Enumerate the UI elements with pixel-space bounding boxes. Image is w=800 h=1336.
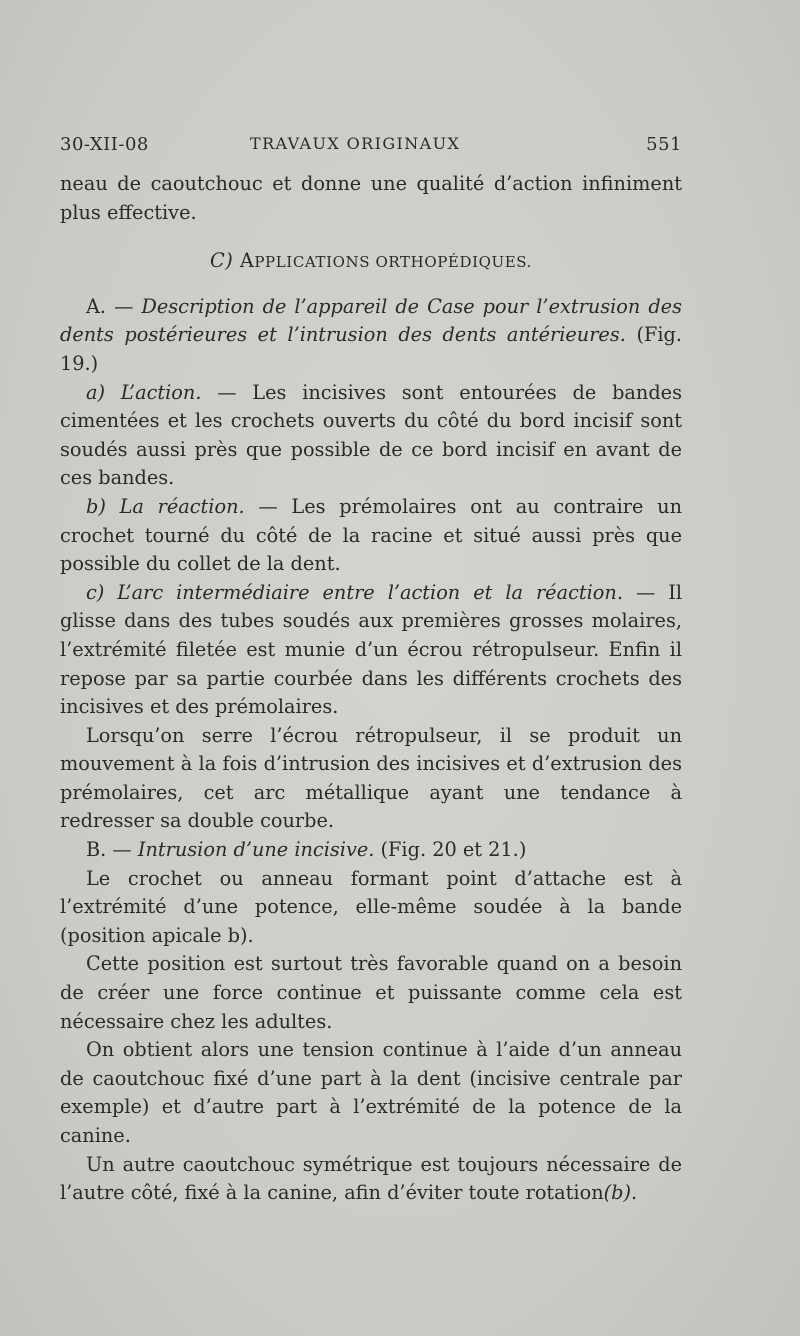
reaction-label: b) La réaction. [86, 494, 245, 518]
paragraph-reaction [60, 493, 682, 579]
fig-ref-19: (Fig. 19.) [60, 323, 682, 375]
description-title: Description de l’appareil de Case pour l’extrusion des dents postérieures et l’intrusion des dents antérieures. [60, 294, 682, 347]
label-B: B. — [86, 838, 132, 862]
paragraph-crochet: Le crochet ou anneau formant point d’attache est à l’extrémité d’une potence, elle-même soudée à la bande (position apicale b). [60, 866, 682, 947]
arc-label: c) L’arc intermédiaire entre l’action et la réaction. [86, 580, 623, 604]
autre-end: . [631, 1181, 638, 1205]
paragraph-obtient: On obtient alors une tension continue à l’aide d’un anneau de caoutchouc fixé d’une part à la dent (incisive centrale par exemple) et d’autre part à l’extrémité de la potence de la canine. [60, 1038, 682, 1147]
reaction-text: — Les prémolaires ont au contraire un crochet tourné du côté de la racine et situé aussi près que possible du collet de la dent. [60, 494, 683, 576]
paragraph-arc [60, 579, 682, 722]
heading-letter: C) [209, 249, 234, 273]
fig-ref-20-21: (Fig. 20 et 21.) [380, 838, 527, 862]
arc-text: — Il glisse dans des tubes soudés aux premières grosses molaires, l’extrémité filetée est munie d’un écrou rétropulseur. Enfin il repose par sa partie courbée dans les différents crochets des incisives et des prémolaires. [60, 580, 682, 719]
heading-initial: A [239, 249, 255, 273]
paragraph-autre [60, 1151, 682, 1208]
section-heading [60, 247, 682, 277]
label-A: A. — [86, 294, 134, 318]
paragraph-cette: Cette position est surtout très favorable quand on a besoin de créer une force continue et puissante comme cela est nécessaire chez les adultes. [60, 952, 682, 1033]
page-number: 551 [646, 134, 682, 155]
action-label: a) L’action. [86, 380, 202, 404]
paragraph-action [60, 379, 682, 493]
paragraph-continuation: neau de caoutchouc et donne une qualité d’action infiniment plus effective. [60, 172, 682, 224]
heading-text: PPLICATIONS ORTHOPÉDIQUES. [254, 253, 533, 272]
header-date: 30-XII-08 [60, 134, 149, 155]
paragraph-lorsqu: Lorsqu’on serre l’écrou rétropulseur, il se produit un mouvement à la fois d’intrusion des incisives et d’extrusion des prémolaires, cet arc métallique ayant une tendance à redresser sa double courbe. [60, 723, 682, 833]
paragraph-b-intrusion [60, 836, 682, 865]
paragraph-a-description [60, 293, 682, 379]
page-body [60, 170, 682, 1208]
header-title: TRAVAUX ORIGINAUX [250, 134, 461, 153]
running-header [60, 134, 682, 160]
action-text: — Les incisives sont entourées de bandes cimentées et les crochets ouverts du côté du bord incisif sont soudés aussi près que possible de ce bord incisif en avant de ces bandes. [60, 380, 682, 490]
autre-text: Un autre caoutchouc symétrique est toujours nécessaire de l’autre côté, fixé à la canine, afin d’éviter toute rotation [60, 1152, 682, 1205]
autre-b: (b) [603, 1181, 632, 1205]
intrusion-title: Intrusion d’une incisive. [137, 838, 375, 862]
